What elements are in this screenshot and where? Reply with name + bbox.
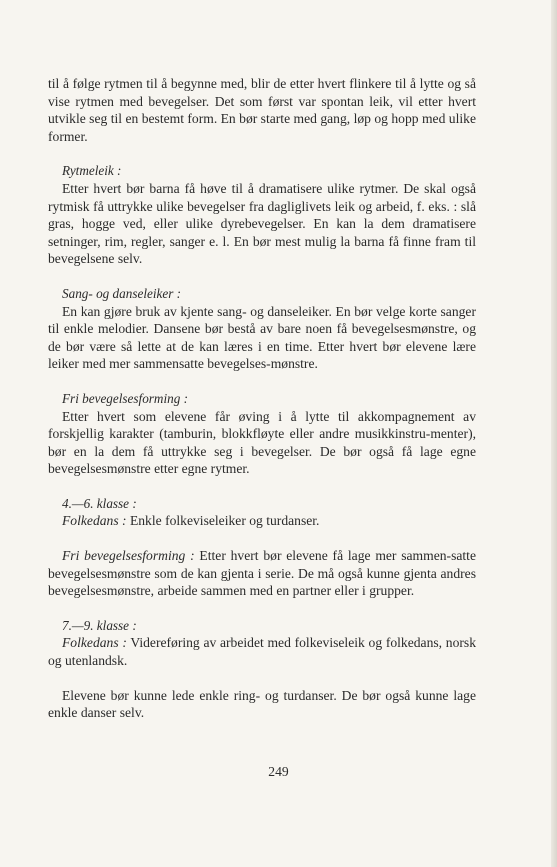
grade-4-6-fri-bevegelsesforming	[48, 547, 476, 600]
section-heading-rytmeleik: Rytmeleik :	[62, 163, 122, 179]
section-body-fri-bevegelsesforming: Etter hvert som elevene får øving i å lytte til akkompagnement av forskjellig karakter (tamburin, blokkfløyte eller andre musikkinstru-menter), bør en la dem få uttrykke seg i bevegelser. De bør også få lage egne bevegelsesmønstre etter egne rytmer.	[48, 408, 476, 477]
fri-bevegelsesforming-text: Etter hvert bør elevene få lage mer sammen-satte bevegelsesmønstre som de kan gjenta i serie. De må også kunne gjenta andres bevegelsesmønstre, arbeide sammen med en partner eller i grupper.	[48, 548, 476, 599]
section-body-sang-og-danseleiker: En kan gjøre bruk av kjente sang- og danseleiker. En bør velge korte sanger til enkle melodier. Dansene bør bestå av bare noen få bevegelsesmønstre, og de bør være så lette at de kan læres i en time. Etter hvert bør elevene lære leiker med mer sammensatte bevegelses-mønstre.	[48, 303, 476, 372]
grade-4-6-folkedans	[48, 512, 476, 530]
page-edge	[551, 0, 557, 867]
intro-paragraph: til å følge rytmen til å begynne med, blir de etter hvert flinkere til å lytte og så vise rytmen med bevegelser. Det som først var spontan leik, vil etter hvert utvikle seg til en bestemt form. En bør starte med gang, løp og hopp med ulike former.	[48, 76, 476, 144]
grade-7-9-folkedans	[48, 634, 476, 669]
grade-heading-4-6: 4.—6. klasse :	[62, 495, 137, 511]
folkedans-label: Folkedans :	[62, 513, 127, 529]
folkedans-text: Enkle folkeviseleiker og turdanser.	[126, 513, 320, 529]
section-body-rytmeleik: Etter hvert bør barna få høve til å dramatisere ulike rytmer. De skal også rytmisk få uttrykke ulike bevegelser fra dagliglivets leik og arbeid, f. eks. : slå gras, hogge ved, eller ulike dyrebevegelser. En kan la dem dramatisere setninger, rim, regler, sanger e. l. En bør mest mulig la barna få finne fram til bevegelsene selv.	[48, 180, 476, 267]
grade-heading-7-9: 7.—9. klasse :	[62, 617, 137, 633]
fri-bevegelsesforming-label: Fri bevegelsesforming :	[62, 548, 195, 564]
closing-paragraph: Elevene bør kunne lede enkle ring- og turdanser. De bør også kunne lage enkle danser selv.	[48, 687, 476, 721]
page-number: 249	[268, 764, 289, 779]
folkedans-text-7-9: Videreføring av arbeidet med folkeviseleik og folkedans, norsk og utenlandsk.	[48, 635, 476, 669]
folkedans-label-7-9: Folkedans :	[62, 635, 127, 651]
page-body	[48, 75, 476, 722]
section-heading-sang-og-danseleiker: Sang- og danseleiker :	[62, 285, 182, 301]
section-heading-fri-bevegelsesforming: Fri bevegelsesforming :	[62, 390, 188, 406]
